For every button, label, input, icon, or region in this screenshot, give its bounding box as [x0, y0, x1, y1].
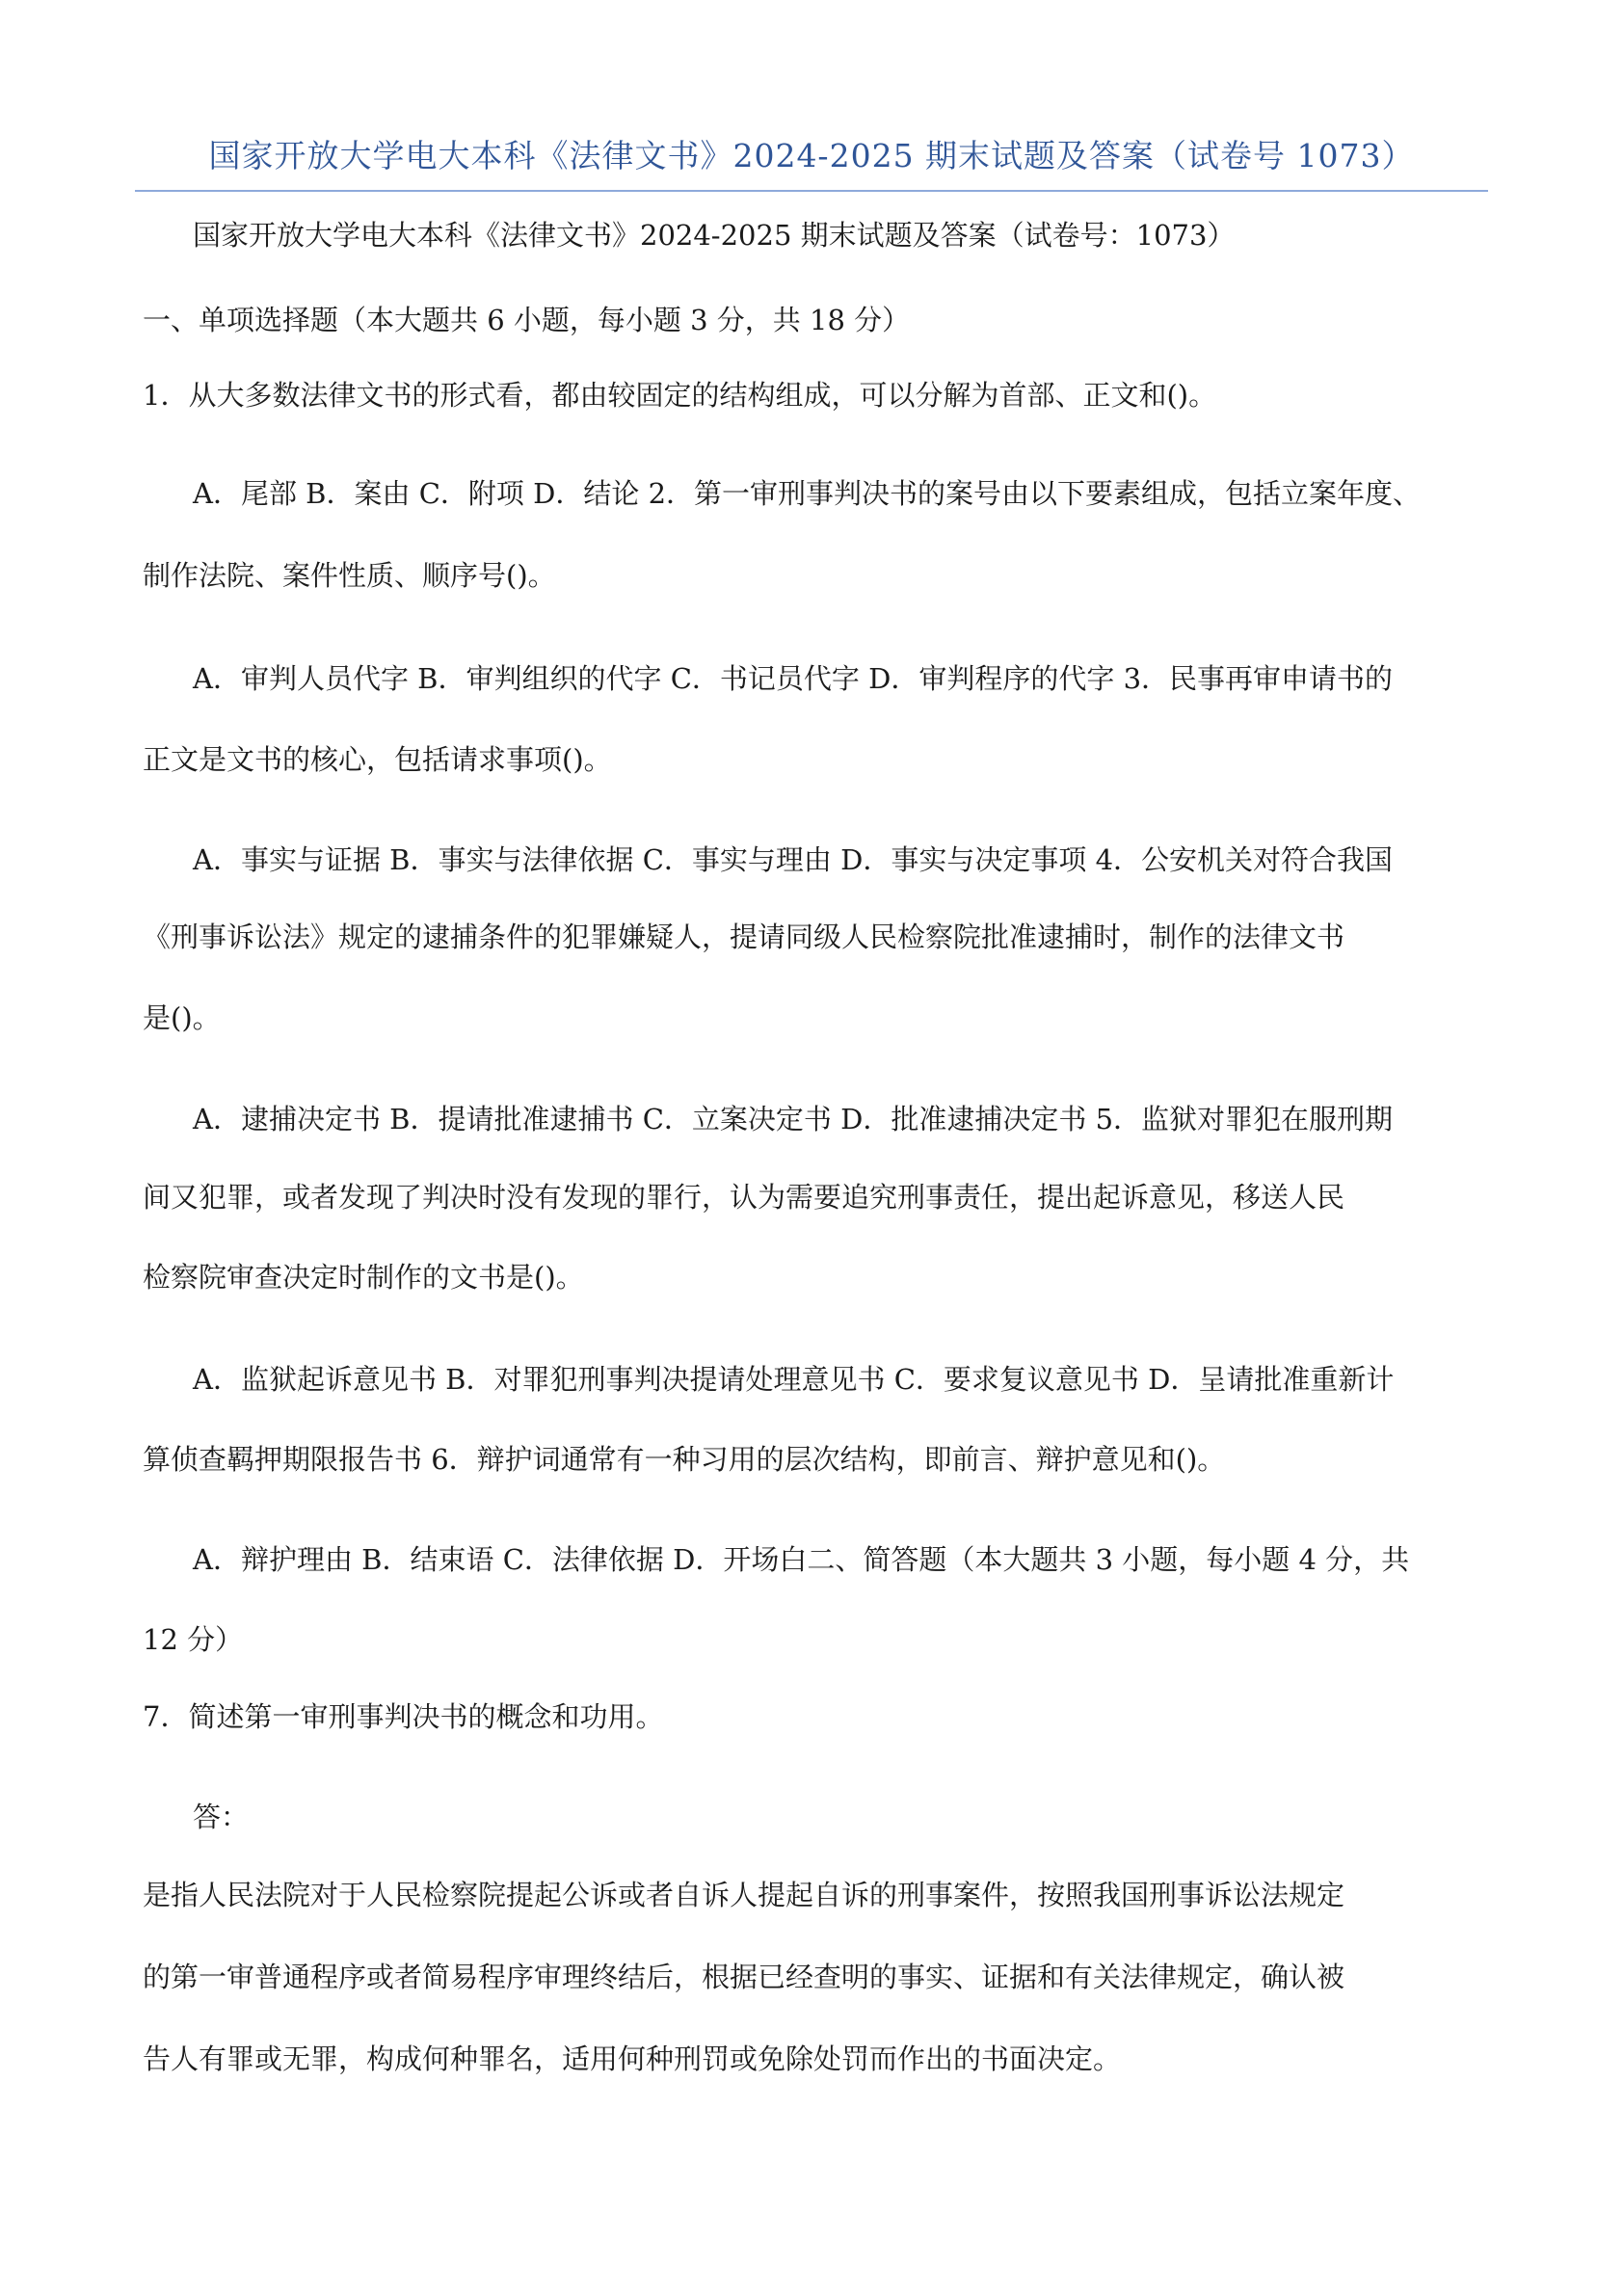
question-4-end: 是()。 [143, 1001, 221, 1034]
document-title: 国家开放大学电大本科《法律文书》2024-2025 期末试题及答案（试卷号 1073） [208, 137, 1415, 174]
options-q6-section-2-heading: A．辩护理由 B．结束语 C．法律依据 D．开场白二、简答题（本大题共 3 小题，每小题 4 分，共 [193, 1543, 1410, 1576]
question-7: 7．简述第一审刑事判决书的概念和功用。 [143, 1700, 664, 1733]
options-q5-question-6: A．监狱起诉意见书 B．对罪犯刑事判决提请处理意见书 C．要求复议意见书 D．呈请批准重新计 [193, 1363, 1395, 1396]
question-1: 1．从大多数法律文书的形式看，都由较固定的结构组成，可以分解为首部、正文和()。 [143, 379, 1217, 412]
answer-line-3: 告人有罪或无罪，构成何种罪名，适用何种刑罚或免除处罚而作出的书面决定。 [143, 2042, 1122, 2075]
options-q2-question-3: A．审判人员代字 B．审判组织的代字 C．书记员代字 D．审判程序的代字 3．民事再审申请书的 [193, 662, 1394, 695]
question-3-continued: 正文是文书的核心，包括请求事项()。 [143, 743, 612, 776]
question-2-continued: 制作法院、案件性质、顺序号()。 [143, 559, 556, 592]
answer-line-2: 的第一审普通程序或者简易程序审理终结后，根据已经查明的事实、证据和有关法律规定，确认被 [143, 1961, 1345, 1993]
answer-line-1: 是指人民法院对于人民检察院提起公诉或者自诉人提起自诉的刑事案件，按照我国刑事诉讼法规定 [143, 1879, 1345, 1911]
options-q3-question-4: A．事实与证据 B．事实与法律依据 C．事实与理由 D．事实与决定事项 4．公安机关对符合我国 [193, 843, 1394, 876]
section-2-heading-end: 12 分） [143, 1623, 244, 1656]
document-subtitle: 国家开放大学电大本科《法律文书》2024-2025 期末试题及答案（试卷号：1073） [193, 219, 1236, 252]
section-heading-single-choice: 一、单项选择题（本大题共 6 小题，每小题 3 分，共 18 分） [143, 304, 911, 336]
question-5-end: 检察院审查决定时制作的文书是()。 [143, 1261, 584, 1294]
title-divider [135, 190, 1488, 192]
question-4-continued: 《刑事诉讼法》规定的逮捕条件的犯罪嫌疑人，提请同级人民检察院批准逮捕时，制作的法律文书 [143, 921, 1345, 953]
answer-label: 答： [193, 1801, 250, 1833]
options-q1-question-2: A．尾部 B．案由 C．附项 D．结论 2．第一审刑事判决书的案号由以下要素组成，包括立案年度、 [193, 477, 1422, 510]
question-6-continued: 算侦查羁押期限报告书 6．辩护词通常有一种习用的层次结构，即前言、辩护意见和()。 [143, 1443, 1226, 1476]
question-5-continued: 间又犯罪，或者发现了判决时没有发现的罪行，认为需要追究刑事责任，提出起诉意见，移送人民 [143, 1181, 1345, 1214]
options-q4-question-5: A．逮捕决定书 B．提请批准逮捕书 C．立案决定书 D．批准逮捕决定书 5．监狱对罪犯在服刑期 [193, 1103, 1394, 1135]
